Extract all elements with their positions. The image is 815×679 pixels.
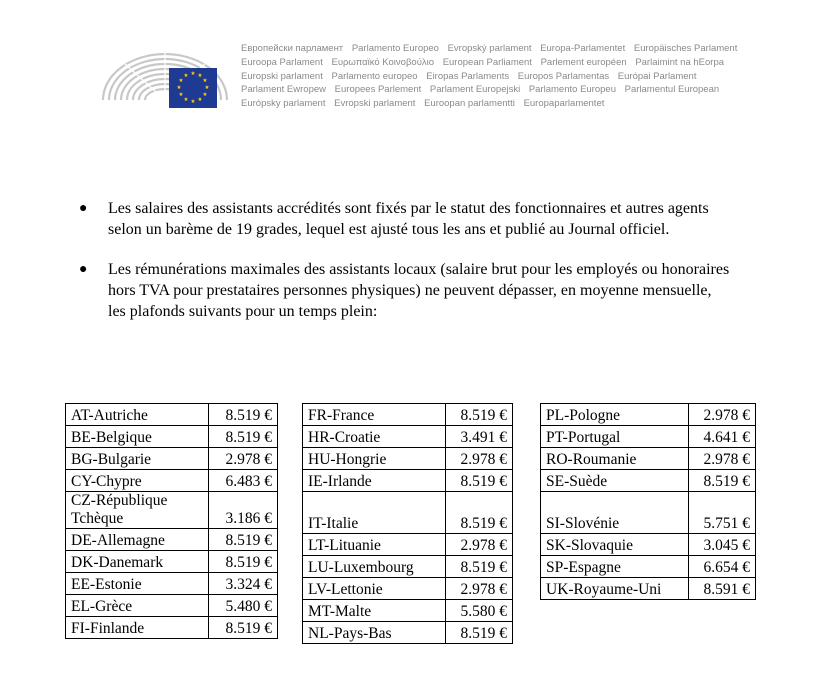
amount-cell: 2.978 € [446, 534, 513, 556]
table-row [303, 578, 513, 600]
table-row [66, 529, 278, 551]
document-header [0, 0, 815, 130]
bullet-list [79, 198, 733, 341]
country-cell: EE-Estonie [66, 573, 209, 595]
salary-table-1 [65, 403, 278, 639]
country-cell: MT-Malte [303, 600, 446, 622]
table-row [66, 551, 278, 573]
country-cell: HR-Croatie [303, 426, 446, 448]
salary-table-2 [302, 403, 513, 644]
table-row [66, 617, 278, 639]
amount-cell: 6.483 € [209, 470, 278, 492]
amount-cell: 8.519 € [446, 404, 513, 426]
amount-cell: 2.978 € [689, 448, 756, 470]
country-cell: FI-Finlande [66, 617, 209, 639]
table-row [303, 404, 513, 426]
amount-cell: 8.519 € [446, 556, 513, 578]
amount-cell: 8.519 € [209, 617, 278, 639]
country-cell: SP-Espagne [541, 556, 689, 578]
amount-cell: 2.978 € [446, 448, 513, 470]
table-row [541, 578, 756, 600]
table-row [541, 470, 756, 492]
parliament-names [241, 42, 801, 111]
table-row [541, 404, 756, 426]
country-cell: AT-Autriche [66, 404, 209, 426]
country-cell: DK-Danemark [66, 551, 209, 573]
table-row [303, 556, 513, 578]
salary-table-3 [540, 403, 756, 600]
amount-cell: 4.641 € [689, 426, 756, 448]
table-row [541, 426, 756, 448]
amount-cell: 5.580 € [446, 600, 513, 622]
names-line: Parlament Ewropew Europees Parlement Parlament Europejski Parlamento Europeu Parlamentul European [241, 84, 720, 96]
amount-cell: 3.186 € [209, 492, 278, 529]
names-line: Europski parlament Parlamento europeo Eiropas Parlaments Europos Parlamentas Európai Parlament [241, 70, 697, 82]
svg-text:★: ★ [197, 97, 203, 103]
table-row [66, 573, 278, 595]
table-row [303, 448, 513, 470]
svg-text:★: ★ [176, 85, 182, 91]
table-row [66, 426, 278, 448]
country-cell: FR-France [303, 404, 446, 426]
amount-cell: 8.519 € [689, 470, 756, 492]
amount-cell: 3.324 € [209, 573, 278, 595]
bullet-dot-icon: ● [79, 201, 88, 216]
amount-cell: 8.519 € [209, 529, 278, 551]
table-row [66, 470, 278, 492]
amount-cell: 8.519 € [446, 470, 513, 492]
country-cell: CY-Chypre [66, 470, 209, 492]
european-parliament-logo [95, 38, 235, 110]
table-row [541, 556, 756, 578]
amount-cell: 5.480 € [209, 595, 278, 617]
country-cell: IT-Italie [303, 492, 446, 534]
country-cell: PL-Pologne [541, 404, 689, 426]
country-cell: PT-Portugal [541, 426, 689, 448]
svg-text:★: ★ [183, 97, 189, 103]
table-row [541, 534, 756, 556]
amount-cell: 8.519 € [446, 622, 513, 644]
amount-cell: 8.591 € [689, 578, 756, 600]
amount-cell: 8.519 € [446, 492, 513, 534]
country-cell: HU-Hongrie [303, 448, 446, 470]
svg-text:★: ★ [197, 73, 203, 79]
table-row [303, 600, 513, 622]
table-row [303, 470, 513, 492]
country-cell: LV-Lettonie [303, 578, 446, 600]
names-line: Európsky parlament Evropski parlament Euroopan parlamentti Europaparlamentet [241, 98, 605, 110]
svg-text:★: ★ [202, 78, 208, 84]
svg-text:★: ★ [190, 71, 196, 77]
bullet-item [79, 259, 733, 322]
svg-text:★: ★ [178, 78, 184, 84]
table-row [541, 492, 756, 534]
table-row [303, 426, 513, 448]
names-line: Европейски парламент Parlamento Europeo Evropský parlament Europa-Parlamentet Europäisches Parlament [241, 43, 738, 54]
bullet-text: Les rémunérations maximales des assistants locaux (salaire brut pour les employés ou honoraires hors TVA pour prestataires personnes physiques) ne peuvent dépasser, en moyenne mensuelle, les plafonds suivants pour un temps plein: [108, 261, 730, 320]
table-row [66, 404, 278, 426]
bullet-text: Les salaires des assistants accrédités sont fixés par le statut des fonctionnaires et autres agents selon un barème de 19 grades, lequel est ajusté tous les ans et publié au Journal officiel. [108, 200, 709, 238]
country-cell: DE-Allemagne [66, 529, 209, 551]
country-cell: SI-Slovénie [541, 492, 689, 534]
names-line: Euroopa Parlament Ευρωπαϊκό Κοινοβούλιο European Parliament Parlement européen Parlaimint na hEorpa [241, 56, 725, 68]
country-cell: BE-Belgique [66, 426, 209, 448]
table-row [303, 492, 513, 534]
country-cell: EL-Grèce [66, 595, 209, 617]
table-row [303, 622, 513, 644]
amount-cell: 6.654 € [689, 556, 756, 578]
country-cell: CZ-République Tchèque [66, 492, 209, 529]
bullet-item [79, 198, 733, 240]
amount-cell: 3.491 € [446, 426, 513, 448]
table-row [66, 448, 278, 470]
svg-text:★: ★ [204, 85, 210, 91]
amount-cell: 3.045 € [689, 534, 756, 556]
country-cell: UK-Royaume-Uni [541, 578, 689, 600]
amount-cell: 2.978 € [689, 404, 756, 426]
country-cell: NL-Pays-Bas [303, 622, 446, 644]
country-cell: LT-Lituanie [303, 534, 446, 556]
amount-cell: 8.519 € [209, 551, 278, 573]
bullet-dot-icon: ● [79, 262, 88, 277]
table-row [303, 534, 513, 556]
amount-cell: 5.751 € [689, 492, 756, 534]
svg-text:★: ★ [202, 92, 208, 98]
amount-cell: 8.519 € [209, 426, 278, 448]
table-row [66, 492, 278, 529]
table-row [66, 595, 278, 617]
country-cell: SK-Slovaquie [541, 534, 689, 556]
svg-text:★: ★ [183, 73, 189, 79]
country-cell: RO-Roumanie [541, 448, 689, 470]
country-cell: BG-Bulgarie [66, 448, 209, 470]
table-row [541, 448, 756, 470]
amount-cell: 2.978 € [209, 448, 278, 470]
amount-cell: 2.978 € [446, 578, 513, 600]
amount-cell: 8.519 € [209, 404, 278, 426]
country-cell: LU-Luxembourg [303, 556, 446, 578]
country-cell: IE-Irlande [303, 470, 446, 492]
svg-text:★: ★ [178, 92, 184, 98]
svg-text:★: ★ [190, 99, 196, 105]
country-cell: SE-Suède [541, 470, 689, 492]
